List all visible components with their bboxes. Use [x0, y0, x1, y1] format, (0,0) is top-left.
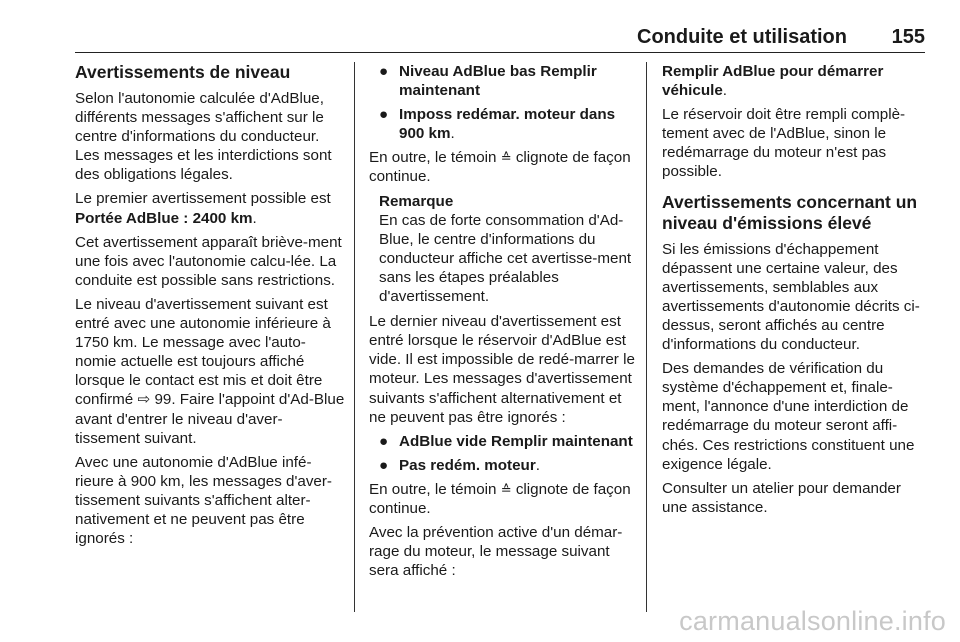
column-left: [75, 62, 345, 553]
watermark: carmanualsonline.info: [679, 606, 946, 636]
section-heading: Avertissements de niveau: [75, 62, 291, 82]
column-divider: [354, 62, 355, 612]
section-heading: Avertissements concernant un niveau d'émissions élevé: [662, 191, 918, 233]
paragraph: Avec une autonomie d'AdBlue infé-rieure à 900 km, les messages d'aver-tissement suivants s'affichent alter-nativement et ne peuvent pas être ignorés :: [75, 453, 332, 548]
page-header: [75, 26, 925, 53]
message-text: Portée AdBlue : 2400 km: [75, 209, 253, 227]
column-divider: [646, 62, 647, 612]
paragraph: Des demandes de vérification du système d'échappement et, finale-ment, l'annonce d'une interdiction de redémarrage du moteur seront affi-chés. Ces restrictions constituent une exigence légale.: [662, 360, 915, 473]
column-middle: [369, 62, 637, 585]
paragraph: Selon l'autonomie calculée d'AdBlue, différents messages s'affichent sur le centre d'informations du conducteur. Les messages et les interdictions sont des obligations légales.: [75, 90, 332, 184]
paragraph: Avec la prévention active d'un démar-rage du moteur, le message suivant sera affiché :: [369, 524, 623, 580]
paragraph: Si les émissions d'échappement dépassent une certaine valeur, des avertissements, semblables aux avertissements d'autonomie décrits ci-dessus, seront affichés au centre d'informations du conducteur.: [662, 240, 920, 354]
list-item: ● Imposs redémar. moteur dans 900 km.: [379, 106, 616, 143]
note-box: [369, 192, 637, 307]
adblue-warning-icon: ≙: [500, 150, 512, 166]
note-title: Remarque: [379, 192, 454, 210]
note-text: En cas de forte consommation d'Ad-Blue, le centre d'informations du conducteur affiche cet avertisse-ment sans les étapes préalables d'avertissement.: [379, 211, 632, 306]
list-item: ● Niveau AdBlue bas Remplir maintenant: [379, 63, 597, 100]
paragraph: Le niveau d'avertissement suivant est entré avec une autonomie inférieure à 1750 km. Le message avec l'auto-nomie actuelle est toujours affiché lorsque le contact est mis et doit être confirmé ⇨ 99. Faire l'appoint d'Ad-Blue avant d'entrer le niveau d'aver-tissement suivant.: [75, 295, 345, 447]
message-text: Remplir AdBlue pour démarrer véhicule: [662, 63, 884, 100]
page-number: 155: [891, 26, 925, 48]
paragraph: Le réservoir doit être rempli complè-tement avec de l'AdBlue, sinon le redémarrage du moteur n'est pas possible.: [662, 106, 906, 181]
page-ref-arrow-icon: ⇨: [137, 391, 151, 409]
paragraph: En outre, le témoin ≙ clignote de façon continue.: [369, 149, 631, 186]
paragraph: Le dernier niveau d'avertissement est entré lorsque le réservoir d'AdBlue est vide. Il est impossible de redé-marrer le moteur. Les messages d'avertissement suivants s'affichent alternativement et ne peuvent pas être ignorés :: [369, 313, 635, 426]
list-item: ● Pas redém. moteur.: [379, 456, 540, 474]
paragraph: Cet avertissement apparaît briève-ment une fois avec l'autonomie calcu-lée. La conduite est possible sans restrictions.: [75, 233, 342, 289]
page-ref-link[interactable]: 99: [154, 391, 172, 409]
paragraph: En outre, le témoin ≙ clignote de façon continue.: [369, 480, 631, 517]
paragraph: Le premier avertissement possible est Portée AdBlue : 2400 km.: [75, 190, 331, 227]
list-item: ● AdBlue vide Remplir maintenant: [379, 432, 633, 450]
section-title: Conduite et utilisation: [637, 26, 847, 48]
paragraph: Remplir AdBlue pour démarrer véhicule.: [662, 63, 884, 100]
paragraph: Consulter un atelier pour demander une assistance.: [662, 479, 901, 516]
adblue-warning-icon: ≙: [500, 481, 512, 497]
column-right: [662, 62, 926, 522]
